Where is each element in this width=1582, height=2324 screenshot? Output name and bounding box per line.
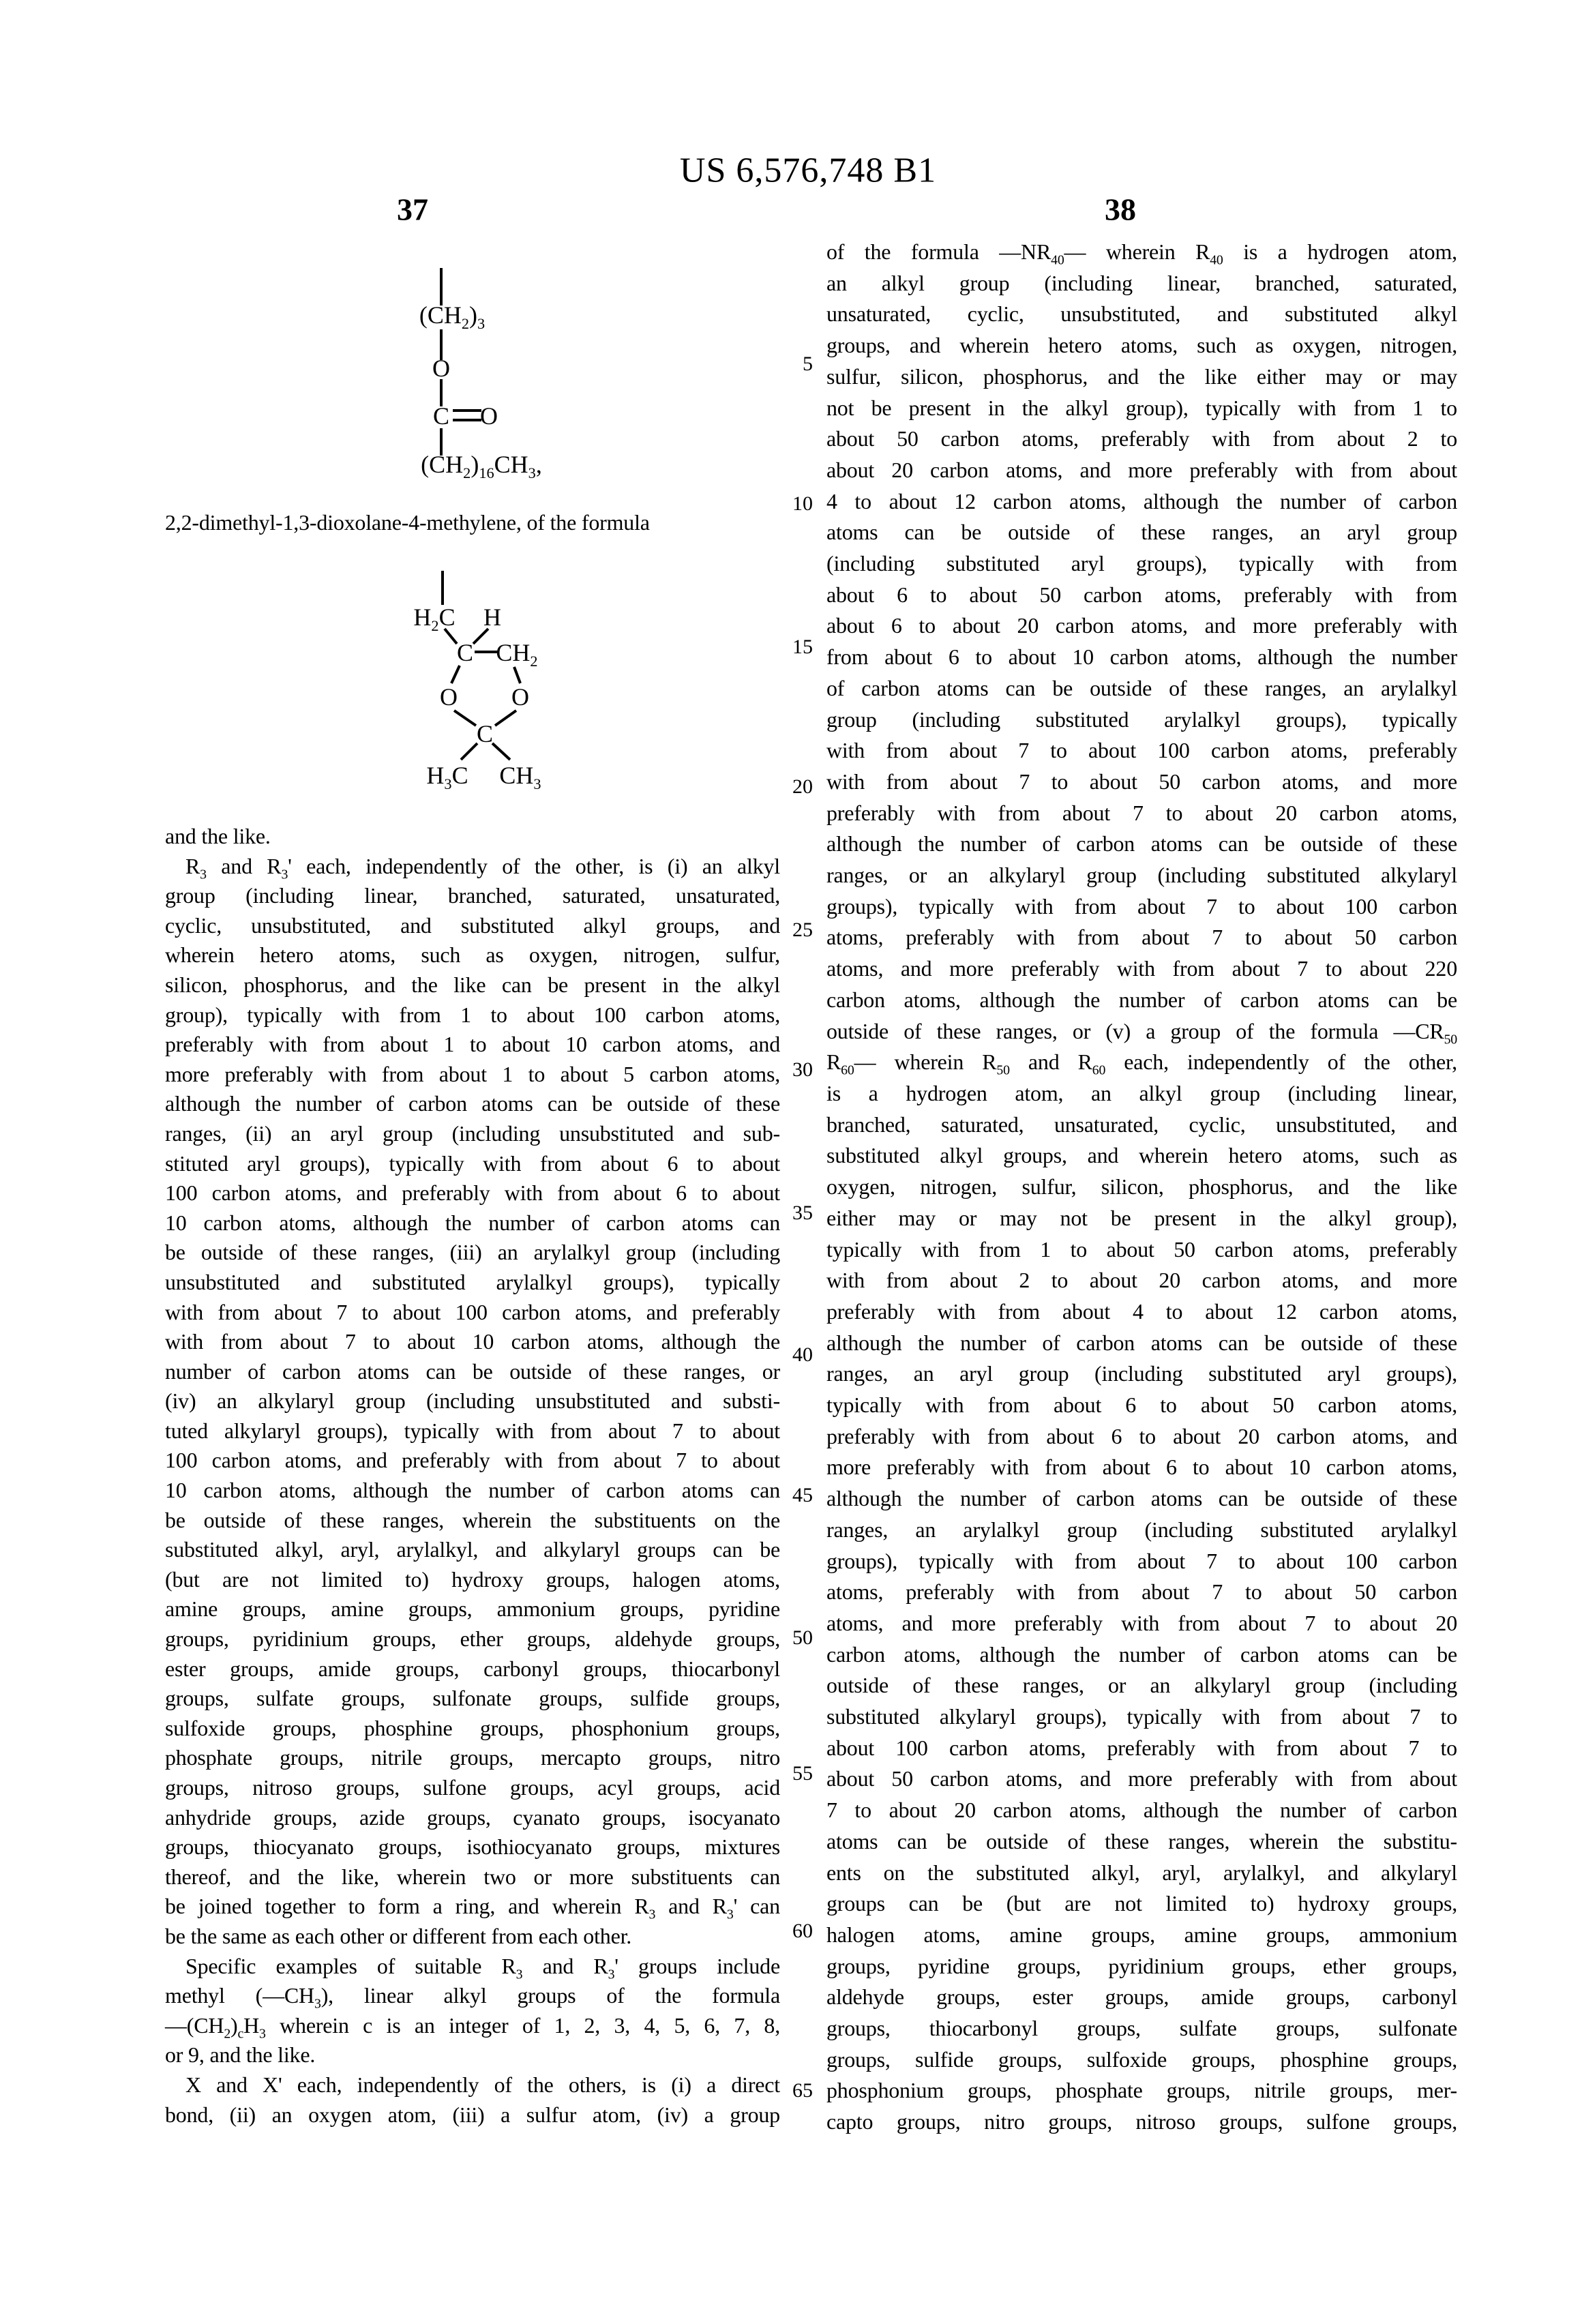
- text-line: bond, (ii) an oxygen atom, (iii) a sulfur atom, (iv) a group: [165, 2102, 780, 2127]
- line-number: 20: [792, 775, 813, 798]
- atom-label: $CH_3$: [499, 762, 541, 793]
- bond-line: [461, 743, 477, 760]
- text-line: stituted aryl groups), typically with from about 6 to about: [165, 1150, 780, 1176]
- text-line: although the number of carbon atoms can be outside of these: [826, 831, 1457, 856]
- text-line: about 50 carbon atoms, and more preferably with from about: [826, 1766, 1457, 1791]
- text-line: preferably with from about 6 to about 20 carbon atoms, and: [826, 1423, 1457, 1448]
- text-line: either may or may not be present in the alkyl group),: [826, 1205, 1457, 1230]
- text-line: substituted alkyl groups, and wherein hetero atoms, such as: [826, 1143, 1457, 1168]
- text-line: ranges, an arylalkyl group (including substituted arylalkyl: [826, 1517, 1457, 1542]
- column-number-left: 37: [397, 192, 428, 227]
- text-line: group), typically with from 1 to about 100 carbon atoms,: [165, 1002, 780, 1027]
- text-line: with from about 7 to about 100 carbon atoms, and preferably: [165, 1299, 780, 1324]
- text-line: groups can be (but are not limited to) hydroxy groups,: [826, 1891, 1457, 1916]
- text-line: 100 carbon atoms, and preferably with from about 7 to about: [165, 1448, 780, 1473]
- line-number: 50: [792, 1626, 813, 1649]
- text-line: (including substituted aryl groups), typically with from: [826, 551, 1457, 576]
- text-line: (but are not limited to) hydroxy groups, halogen atoms,: [165, 1566, 780, 1592]
- text-line: (iv) an alkylaryl group (including unsubstituted and substi-: [165, 1388, 780, 1414]
- text-line: silicon, phosphorus, and the like can be present in the alkyl: [165, 972, 780, 997]
- atom-label: O: [511, 683, 529, 711]
- text-line: be joined together to form a ring, and wherein $R_3$ and $R_3'$ can: [165, 1894, 780, 1922]
- text-line: of the formula $—NR_{40}—$ wherein $R_{40}$ is a hydrogen atom,: [826, 239, 1457, 268]
- text-line: ranges, or an alkylaryl group (including substituted alkylaryl: [826, 863, 1457, 888]
- text-line: from about 6 to about 10 carbon atoms, although the number: [826, 644, 1457, 670]
- text-line: be the same as each other or different from each other.: [165, 1923, 632, 1948]
- text-line: X and X' each, independently of the others, is (i) a direct: [185, 2072, 780, 2097]
- text-line: atoms, and more preferably with from about 7 to about 20: [826, 1610, 1457, 1635]
- text-line: groups, thiocarbonyl groups, sulfate groups, sulfonate: [826, 2016, 1457, 2041]
- atom-label: $H_2C$: [413, 604, 456, 635]
- text-line: about 50 carbon atoms, preferably with from about 2 to: [826, 426, 1457, 451]
- formula-caption: 2,2-dimethyl-1,3-dioxolane-4-methylene, of the formula: [165, 510, 650, 535]
- text-line: groups, and wherein hetero atoms, such as oxygen, nitrogen,: [826, 333, 1457, 358]
- text-line: $—(CH_2)_cH_3$ wherein c is an integer of 1, 2, 3, 4, 5, 6, 7, 8,: [165, 2012, 780, 2042]
- text-line: 10 carbon atoms, although the number of carbon atoms can: [165, 1478, 780, 1503]
- text-line: atoms can be outside of these ranges, an aryl group: [826, 520, 1457, 545]
- text-line: Specific examples of suitable $R_3$ and $R_3'$ groups include: [185, 1953, 780, 1982]
- atom-label: C: [476, 720, 494, 747]
- text-line: with from about 7 to about 10 carbon atoms, although the: [165, 1329, 780, 1354]
- text-line: methyl $(—CH_3)$, linear alkyl groups of the formula: [165, 1983, 780, 2012]
- text-line: not be present in the alkyl group), typically with from 1 to: [826, 395, 1457, 420]
- text-line: and the like.: [165, 824, 271, 848]
- text-line: groups), typically with from about 7 to about 100 carbon: [826, 1548, 1457, 1573]
- line-number: 55: [792, 1762, 813, 1785]
- text-line: be outside of these ranges, wherein the substituents on the: [165, 1507, 780, 1532]
- text-line: carbon atoms, although the number of carbon atoms can be: [826, 1641, 1457, 1667]
- text-line: groups, pyridinium groups, ether groups, aldehyde groups,: [165, 1626, 780, 1652]
- text-line: preferably with from about 4 to about 12 carbon atoms,: [826, 1298, 1457, 1324]
- atom-label: C: [432, 402, 450, 430]
- text-line: atoms, preferably with from about 7 to about 50 carbon: [826, 1579, 1457, 1605]
- text-line: 100 carbon atoms, and preferably with from about 6 to about: [165, 1180, 780, 1206]
- text-line: ester groups, amide groups, carbonyl groups, thiocarbonyl: [165, 1656, 780, 1681]
- text-line: amine groups, amine groups, ammonium groups, pyridine: [165, 1596, 780, 1622]
- atom-label: H: [483, 604, 501, 631]
- text-line: wherein hetero atoms, such as oxygen, nitrogen, sulfur,: [165, 942, 780, 968]
- text-line: 10 carbon atoms, although the number of carbon atoms can: [165, 1210, 780, 1235]
- text-line: capto groups, nitro groups, nitroso groups, sulfone groups,: [826, 2109, 1457, 2134]
- text-line: outside of these ranges, or an alkylaryl group (including: [826, 1673, 1457, 1698]
- text-line: anhydride groups, azide groups, cyanato groups, isocyanato: [165, 1804, 780, 1830]
- text-line: thereof, and the like, wherein two or more substituents can: [165, 1864, 780, 1889]
- text-line: is a hydrogen atom, an alkyl group (including linear,: [826, 1080, 1457, 1105]
- bond-line: [492, 743, 510, 760]
- text-line: ranges, an aryl group (including substituted aryl groups),: [826, 1361, 1457, 1386]
- text-line: 7 to about 20 carbon atoms, although the number of carbon: [826, 1798, 1457, 1823]
- text-line: more preferably with from about 6 to about 10 carbon atoms,: [826, 1455, 1457, 1480]
- text-line: about 6 to about 50 carbon atoms, preferably with from: [826, 582, 1457, 607]
- text-line: about 20 carbon atoms, and more preferably with from about: [826, 457, 1457, 482]
- line-number: 35: [792, 1202, 813, 1224]
- text-line: substituted alkylaryl groups), typically with from about 7 to: [826, 1704, 1457, 1729]
- text-line: with from about 7 to about 100 carbon atoms, preferably: [826, 738, 1457, 763]
- text-line: with from about 2 to about 20 carbon atoms, and more: [826, 1268, 1457, 1293]
- line-number: 65: [792, 2079, 813, 2102]
- text-line: $R_{60}—$ wherein $R_{50}$ and $R_{60}$ each, independently of the other,: [826, 1049, 1457, 1078]
- line-number: 40: [792, 1343, 813, 1366]
- text-line: typically with from 1 to about 50 carbon atoms, preferably: [826, 1236, 1457, 1262]
- line-number: 15: [792, 636, 813, 658]
- text-line: an alkyl group (including linear, branched, saturated,: [826, 270, 1457, 295]
- text-line: sulfur, silicon, phosphorus, and the like either may or may: [826, 363, 1457, 389]
- text-line: groups), typically with from about 7 to about 100 carbon: [826, 893, 1457, 919]
- atom-label: $CH_2$: [496, 639, 538, 670]
- text-line: atoms, and more preferably with from about 7 to about 220: [826, 956, 1457, 981]
- atom-label: C: [456, 639, 474, 666]
- text-line: phosphonium groups, phosphate groups, nitrile groups, mer-: [826, 2078, 1457, 2103]
- text-line: $R_3$ and $R_3'$ each, independently of the other, is (i) an alkyl: [185, 853, 780, 882]
- text-line: ents on the substituted alkyl, aryl, arylalkyl, and alkylaryl: [826, 1860, 1457, 1885]
- text-line: groups, nitroso groups, sulfone groups, acyl groups, acid: [165, 1775, 780, 1800]
- text-line: about 6 to about 20 carbon atoms, and more preferably with: [826, 613, 1457, 638]
- text-line: or 9, and the like.: [165, 2042, 316, 2068]
- text-line: halogen atoms, amine groups, amine groups, ammonium: [826, 1922, 1457, 1947]
- text-line: typically with from about 6 to about 50 carbon atoms,: [826, 1392, 1457, 1418]
- text-line: preferably with from about 7 to about 20 carbon atoms,: [826, 800, 1457, 825]
- line-number: 5: [803, 353, 813, 375]
- text-line: ranges, (ii) an aryl group (including unsubstituted and sub-: [165, 1120, 780, 1146]
- text-line: oxygen, nitrogen, sulfur, silicon, phosphorus, and the like: [826, 1174, 1457, 1200]
- line-number: 45: [792, 1484, 813, 1506]
- bond-line: [451, 666, 460, 683]
- text-line: of carbon atoms can be outside of these ranges, an arylalkyl: [826, 675, 1457, 700]
- bond-line: [454, 711, 476, 726]
- text-line: outside of these ranges, or (v) a group of the formula $—CR_{50}$: [826, 1018, 1457, 1047]
- bond-line: [495, 711, 516, 726]
- left-text-column: [165, 822, 780, 2130]
- text-line: preferably with from about 1 to about 10 carbon atoms, and: [165, 1032, 780, 1057]
- text-line: group (including linear, branched, saturated, unsaturated,: [165, 883, 780, 908]
- atom-label: $(CH_2)_{16}CH_3$,: [421, 451, 542, 482]
- column-number-right: 38: [1105, 192, 1136, 227]
- text-line: carbon atoms, although the number of carbon atoms can be: [826, 987, 1457, 1012]
- text-line: about 100 carbon atoms, preferably with from about 7 to: [826, 1735, 1457, 1760]
- text-line: more preferably with from about 1 to about 5 carbon atoms,: [165, 1061, 780, 1086]
- text-line: although the number of carbon atoms can be outside of these: [826, 1486, 1457, 1511]
- text-line: substituted alkyl, aryl, arylalkyl, and alkylaryl groups can be: [165, 1537, 780, 1562]
- text-line: groups, sulfate groups, sulfonate groups, sulfide groups,: [165, 1686, 780, 1711]
- text-line: unsaturated, cyclic, unsubstituted, and substituted alkyl: [826, 301, 1457, 327]
- line-number: 10: [792, 492, 813, 515]
- line-number: 25: [792, 919, 813, 941]
- atom-label: O: [480, 402, 498, 430]
- text-line: be outside of these ranges, (iii) an arylalkyl group (including: [165, 1240, 780, 1265]
- text-line: sulfoxide groups, phosphine groups, phosphonium groups,: [165, 1715, 780, 1740]
- text-line: although the number of carbon atoms can be outside of these: [165, 1091, 780, 1116]
- text-line: cyclic, unsubstituted, and substituted alkyl groups, and: [165, 912, 780, 938]
- text-line: groups, thiocyanato groups, isothiocyanato groups, mixtures: [165, 1834, 780, 1860]
- text-line: tuted alkylaryl groups), typically with from about 7 to about: [165, 1418, 780, 1443]
- text-line: number of carbon atoms can be outside of these ranges, or: [165, 1358, 780, 1384]
- line-number: 60: [792, 1920, 813, 1942]
- text-line: branched, saturated, unsaturated, cyclic, unsubstituted, and: [826, 1112, 1457, 1137]
- text-line: group (including substituted arylalkyl groups), typically: [826, 706, 1457, 732]
- patent-number-header: US 6,576,748 B1: [679, 151, 937, 190]
- atom-label: O: [432, 355, 450, 382]
- bond-line: [514, 667, 520, 683]
- line-number: 30: [792, 1058, 813, 1081]
- atom-label: $H_3C$: [426, 762, 468, 793]
- text-line: with from about 7 to about 50 carbon atoms, and more: [826, 769, 1457, 794]
- text-line: atoms, preferably with from about 7 to about 50 carbon: [826, 925, 1457, 950]
- text-line: although the number of carbon atoms can be outside of these: [826, 1330, 1457, 1355]
- atom-label: O: [440, 683, 458, 711]
- text-line: 4 to about 12 carbon atoms, although the number of carbon: [826, 488, 1457, 513]
- text-line: atoms can be outside of these ranges, wherein the substitu-: [826, 1828, 1457, 1853]
- text-line: groups, pyridine groups, pyridinium groups, ether groups,: [826, 1953, 1457, 1978]
- text-line: groups, sulfide groups, sulfoxide groups, phosphine groups,: [826, 2046, 1457, 2072]
- right-text-column: [826, 237, 1457, 2138]
- text-line: phosphate groups, nitrile groups, mercapto groups, nitro: [165, 1745, 780, 1770]
- atom-label: $(CH_2)_3$: [419, 301, 486, 333]
- text-line: aldehyde groups, ester groups, amide groups, carbonyl: [826, 1984, 1457, 2010]
- text-line: unsubstituted and substituted arylalkyl groups), typically: [165, 1269, 780, 1294]
